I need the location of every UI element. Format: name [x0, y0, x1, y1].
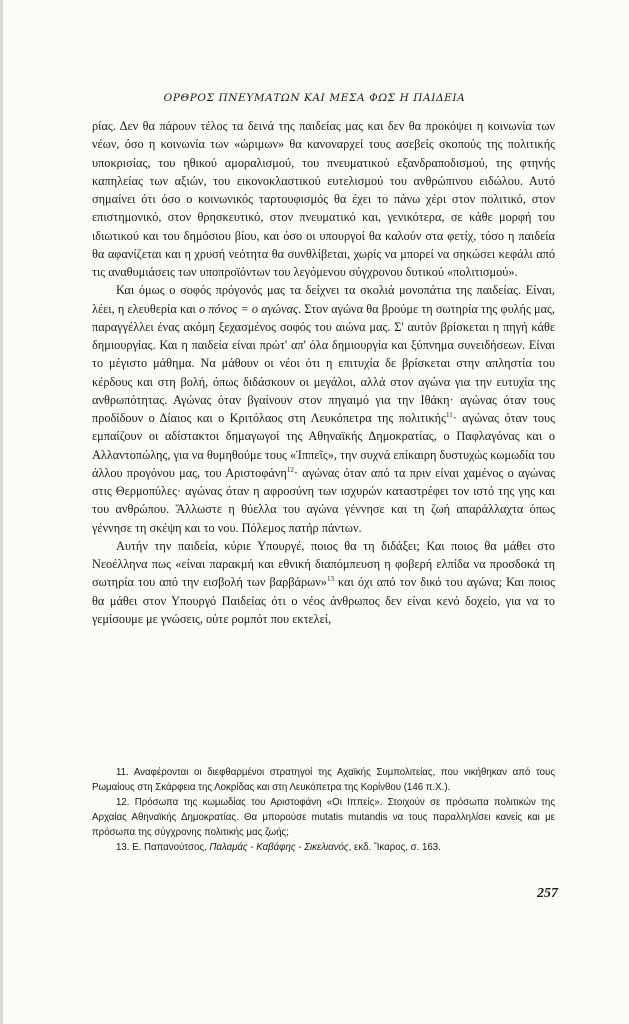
footnote-13-author: 13. Ε. Παπανούτσος, [116, 841, 210, 853]
page-gutter-shadow [0, 0, 3, 1024]
footnote-ref-11[interactable]: 11 [445, 410, 453, 419]
body-text [92, 117, 555, 628]
running-head: ΟΡΘΡΟΣ ΠΝΕΥΜΑΤΩΝ ΚΑΙ ΜΕΣΑ ΦΩΣ Η ΠΑΙΔΕΙΑ [163, 92, 466, 104]
page-number: 257 [537, 886, 558, 901]
footnote-ref-12[interactable]: 12 [286, 465, 294, 474]
paragraph-2-part-c: · αγώνας όταν τους εμπαίζουν οι αδίστακτοι δημαγωγοί της Αθηναϊκής Δημοκρατίας, ο Παφλαγόνας και ο Αλλαντοπώλης, για να θυμηθούμε τους «Ἱππεῖς», την συχνά επίκαιρη δυστυχώς κωμωδία του άλλου προγόνου μας, του Αριστοφάνη [92, 411, 555, 480]
footnote-12: 12. Πρόσωπα της κωμωδίας του Αριστοφάνη «Οι Ιππείς». Στοιχούν σε πρόσωπα πολιτικών της Αρχαίας Αθηναϊκής Δημοκρατίας. Θα μπορούσε mutatis mutandis να τους παραλληλίσει κανείς και με πρόσωπα της σύγχρονης πολιτικής μας ζωής; [92, 796, 555, 838]
footnote-11: 11. Αναφέρονται οι διεφθαρμένοι στρατηγοί της Αχαϊκής Συμπολιτείας, που νικήθηκαν από τους Ρωμαίους στη Σκάρφεια της Λοκρίδας και στη Λευκόπετρα της Κορίνθου (146 π.Χ.). [92, 767, 555, 793]
paragraph-3-part-b: και όχι από τον δικό του αγώνα; Και ποιος θα μάθει στον Υπουργό Παιδείας ότι ο νέος άνθρωπος δεν είναι κενό δοχείο, για να το γεμίσουμε με γνώσεις, ούτε ρομπότ που εκτελεί, [92, 575, 556, 626]
footnote-13 [92, 841, 555, 856]
footnotes [92, 766, 555, 855]
paragraph-3-part-a: Αυτήν την παιδεία, κύριε Υπουργέ, ποιος θα τη διδάξει; Και ποιος θα μάθει στο Νεοέλληνα πως «είναι παρακμή και εθνική διαπόμπευση η φοβερή ελπίδα να προσδοκά τη σωτηρία του από την εισβολή των βαρβάρων» [92, 538, 555, 590]
paragraph-2-emphasis: ο πόνος = ο αγώνας [199, 301, 299, 316]
paragraph-2 [92, 281, 555, 537]
paragraph-1-text: ρίας. Δεν θα πάρουν τέλος τα δεινά της παιδείας μας και δεν θα προκόψει η κοινωνία των νέων, όσο η κοινωνία των «ώριμων» θα κανοναρχεί τους ασεβείς σκοπούς της πολιτικής υποκρισίας, του ηθικού αμοραλισμού, του πνευματικού εξανδραποδισμού, της φτηνής καπηλείας των αξιών, του εικονοκλαστικού ευτελισμού του ανθρώπινου ειδώλου. Αυτό σημαίνει ότι όσο ο κοινωνικός ταρτουφισμός θα έχει το πάνω χέρι στον πολιτικό, στον επιστημονικό, στον θρησκευτικό, στον πνευματικό και, γενικότερα, σε κάθε μορφή του ιδιωτικού και του δημόσιου βίου, και όσο οι υπουργοί θα καλούν στα φετίχ, τόσο η παιδεία θα αφανίζεται και η χρυσή νεότητα θα συνθλίβεται, χωρίς να μπορεί να σηκώσει κεφάλι από τις αναθυμιάσεις των υποπροϊόντων του λεγόμενου σύγχρονου δυτικού «πολιτισμού». [92, 119, 555, 279]
paragraph-2-part-d: · αγώνας όταν από τα πριν είναι χαμένος ο αγώνας στις Θερμοπύλες· αγώνας όταν η αφροσύνη των ισχυρών καταστρέφει τον ιστό της γης και του ανθρώπου. Ἄλλωστε η θύελλα του αγώνα γέννησε και τη ζωή απαράλλαχτα όπως γέννησε τη σκέψη και το νου. Πόλεμος πατήρ πάντων. [92, 465, 555, 535]
paragraph-1 [92, 117, 555, 281]
paragraph-2-part-b: . Στον αγώνα θα βρούμε τη σωτηρία της φυλής μας, παραγγέλλει ένας ακόμη ξεχασμένος σοφός του αιώνα μας. Σ' αυτόν βρίσκεται η πηγή κάθε δημιουργίας. Και η παιδεία είναι πρώτ' απ' όλα δημιουργία και ξύπνημα συνειδήσεων. Είναι το μέγιστο μάθημα. Να μάθουν οι νέοι ότι η επιτυχία δε βρίσκεται στην απληστία του κέρδους και στη βολή, όπως διδάσκουν οι μεγάλοι, αλλά στον αγώνα για την ευτυχία της ανθρωπότητας. Αγώνας όταν βγαίνουν στον πηγαιμό για την Ιθάκη· αγώνας όταν τους προδίδουν ο Δίαιος και ο Κριτόλαος στη Λευκόπετρα της πολιτικής [92, 301, 555, 425]
footnote-13-title: Παλαμάς - Καβάφης - Σικελιανός [209, 841, 349, 853]
footnote-13-publisher: , εκδ. Ἴκαρος, σ. 163. [348, 841, 441, 853]
paragraph-2-part-a: Και όμως ο σοφός πρόγονός μας τα δείχνει τα σκολιά μονοπάτια της παιδείας. Είναι, λέει, η ελευθερία και [92, 283, 555, 316]
paragraph-3 [92, 537, 555, 628]
footnote-ref-13[interactable]: 13 [326, 575, 334, 584]
